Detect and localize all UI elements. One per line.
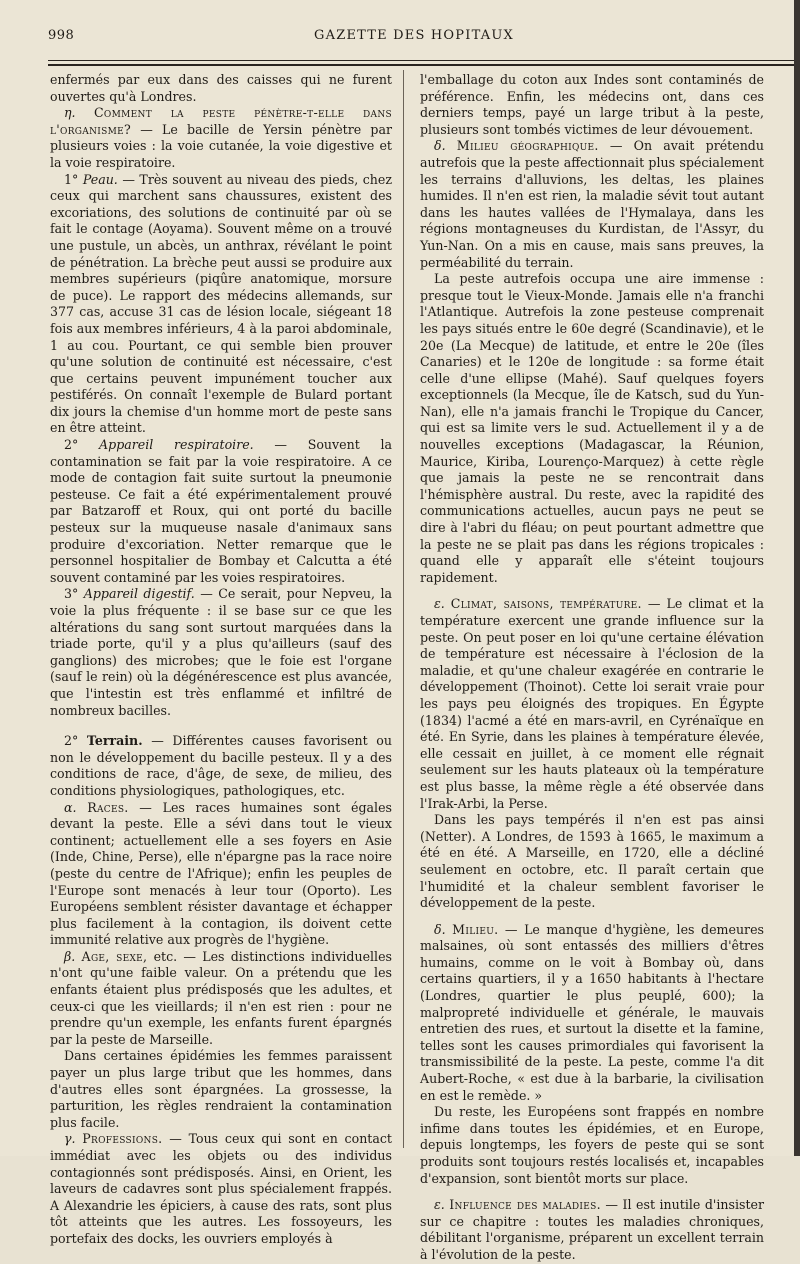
page-edge — [794, 0, 800, 1156]
paragraph-text: — Le climat et la température exercent une grande influence sur la peste. On peut poser en loi qu'une certaine élévation de température est nécessaire à l'éclosion de la maladie, et qu'une chaleur exagérée en contrarie le développement (Thoinot). Cette loi serait vraie pour les pays peu éloignés des tropiques. En Égypte (1834) l'acmé a été en mars-avril, en Cyrénaïque en été. En Syrie, dans les plaines à température élevée, elle cessait en juillet, à ce moment elle régnait seulement sur les hauts plateaux où la température est plus basse, la même règle a été observée dans l'Irak-Arbi, la Perse. — [420, 596, 764, 811]
section-heading: Age, sexe, — [81, 948, 148, 964]
left-column — [50, 72, 392, 1248]
right-column — [420, 72, 764, 1264]
item-title: Peau. — [82, 171, 118, 187]
page-header — [48, 28, 780, 52]
paragraph-respiratoire — [50, 437, 392, 586]
paragraph-text: etc. — Les distinctions individuelles n'ont qu'une faible valeur. On a prétendu que les enfants étaient plus prédisposés que les adultes, et ceux-ci que les vieillards; il n'en est rien : pour ne prendre qu'un exemple, les enfants furent épargnés par la peste de Marseille. — [50, 948, 392, 1047]
item-number: 2° — [64, 733, 79, 749]
paragraph: enfermés par eux dans des caisses qui ne furent ouvertes qu'à Londres. — [50, 72, 392, 104]
section-marker: β. — [64, 948, 76, 964]
section-heading: Milieu géographique. — [456, 138, 599, 154]
paragraph-climat — [420, 596, 764, 812]
paragraph-text: — Les races humaines sont égales devant la peste. Elle a sévi dans tout le vieux continent; actuellement elle a ses foyers en Asie (Inde, Chine, Perse), elle n'épargne pas la race noire (peste du centre de l'Afrique); enfin les peuples de l'Europe sont menacés à leur tour (Oporto). Les Européens semblent résister davantage et échapper plus facilement à la contagion, ils doivent cette immunité relative aux progrès de l'hygiène. — [50, 799, 392, 948]
section-heading: Climat, saisons, température. — [450, 596, 642, 612]
paragraph-text: — Il est inutile d'insister sur ce chapitre : toutes les maladies chroniques, débilitant l'organisme, préparent un excellent terrain à l'évolution de la peste. — [420, 1197, 764, 1262]
paragraph-text: — Tous ceux qui sont en contact immédiat avec les objets ou des individus contagionnés sont prédisposés. Ainsi, en Orient, les laveurs de cadavres sont plus spécialement frappés. A Alexandrie les épiciers, à cause des rats, sont plus tôt atteints que les autres. Les fossoyeurs, les portefaix des docks, les ouvriers employés à — [50, 1131, 392, 1246]
paragraph-professions — [50, 1131, 392, 1247]
item-title: Appareil digestif. — [83, 586, 195, 602]
section-heading: Races. — [87, 799, 129, 815]
paragraph-races — [50, 800, 392, 949]
paragraph-text: — Le manque d'hygiène, les demeures malsaines, où sont entassés des milliers d'êtres humains, comme on le voit à Bombay où, dans certains quartiers, il y a 1650 habitants à l'hectare (Londres, quartier le plus peuplé, 600); la malpropreté individuelle et générale, le mauvais entretien des rues, et surtout la disette et la famine, telles sont les causes primordiales qui favorisent la transmissibilité de la peste. La peste, comme l'a dit Aubert-Roche, « est due à la barbarie, la civilisation en est le remède. » — [420, 921, 764, 1103]
section-marker: ε. — [434, 596, 445, 612]
section-heading: Professions. — [82, 1131, 163, 1147]
paragraph-femmes: Dans certaines épidémies les femmes paraissent payer un plus large tribut que les hommes, dans d'autres elles sont épargnées. La grossesse, la parturition, les règles rendraient la contamination plus facile. — [50, 1048, 392, 1130]
paragraph-age — [50, 949, 392, 1049]
paragraph: l'emballage du coton aux Indes sont contaminés de préférence. Enfin, les médecins ont, dans ces derniers temps, payé un large tribut à la peste, plusieurs sont tombés victimes de leur dévouement. — [420, 72, 764, 137]
section-heading: Comment la peste pénètre-t-elle dans l'organisme? — [50, 105, 393, 137]
paragraph-geographique — [420, 138, 764, 271]
section-heading: Influence des maladies. — [449, 1197, 601, 1213]
item-title: Appareil respiratoire. — [99, 437, 254, 453]
column-divider — [403, 70, 404, 1148]
header-rule-thick — [48, 64, 794, 66]
section-heading: Terrain. — [86, 733, 143, 749]
paragraph-europeens: Du reste, les Européens sont frappés en nombre infime dans toutes les épidémies, et en Europe, depuis longtemps, les foyers de peste qui se sont produits sont toujours restés localisés et, incapables d'expansion, sont bientôt morts sur place. — [420, 1104, 764, 1186]
paragraph-eta — [50, 105, 392, 171]
section-marker: ε. — [434, 1197, 445, 1213]
running-title: GAZETTE DES HOPITAUX — [314, 28, 514, 43]
paragraph-milieu — [420, 922, 764, 1105]
paragraph-maladies — [420, 1197, 764, 1263]
paragraph-text: — Ce serait, pour Nepveu, la voie la plus fréquente : il se base sur ce que les altérations du sang sont surtout marquées dans la triade porte, qu'il y a plus qu'ailleurs (sauf des ganglions) des microbes; que le foie est l'organe (sauf le rein) où la dégénérescence est plus avancée, que l'intestin est très enflammé et infiltré de nombreux bacilles. — [50, 586, 392, 718]
section-marker: δ. — [434, 921, 446, 937]
item-number: 3° — [64, 586, 79, 602]
header-rule — [48, 60, 794, 61]
item-number: 1° — [64, 171, 79, 187]
paragraph-text: — On avait prétendu autrefois que la peste affectionnait plus spécialement les terrains d'alluvions, les deltas, les plaines humides. Il n'en est rien, la maladie sévit tout autant dans les hautes vallées de l'Hymalaya, dans les régions montagneuses du Kurdistan, de l'Assyr, du Yun-Nan. On a mis en cause, mais sans preuves, la perméabilité du terrain. — [420, 138, 764, 270]
paragraph-text: — Très souvent au niveau des pieds, chez ceux qui marchent sans chaussures, existent des excoriations, des solutions de continuité par où se fait le contage (Aoyama). Souvent même on a trouvé une pustule, un abcès, un anthrax, révélant le point de pénétration. La brèche peut aussi se produire aux membres supérieurs (piqûre anatomique, morsure de puce). Le rapport des médecins allemands, sur 377 cas, accuse 31 cas de lésion locale, siégeant 18 fois aux membres inférieurs, 4 à la paroi abdominale, 1 au cou. Pourtant, ce qui semble bien prouver qu'une solution de continuité est nécessaire, c'est que certains peuvent impunément toucher aux pestiférés. On connaît l'exemple de Bulard portant dix jours la chemise d'un homme mort de peste sans en être atteint. — [50, 171, 392, 436]
page-number: 998 — [48, 28, 75, 43]
item-number: 2° — [64, 437, 79, 453]
paragraph-peau — [50, 172, 392, 438]
paragraph-temperes: Dans les pays tempérés il n'en est pas ainsi (Netter). A Londres, de 1593 à 1665, le maximum a été en été. A Marseille, en 1720, elle a décliné seulement en octobre, etc. Il paraît certain que l'humidité et la chaleur semblent favoriser le développement de la peste. — [420, 812, 764, 911]
section-heading: Milieu. — [452, 921, 499, 937]
section-marker: η. — [64, 105, 76, 121]
paragraph-text: — Le bacille de Yersin pénètre par plusieurs voies : la voie cutanée, la voie digestive et la voie respiratoire. — [50, 121, 392, 170]
section-marker: γ. — [64, 1131, 76, 1147]
paragraph-aire: La peste autrefois occupa une aire immense : presque tout le Vieux-Monde. Jamais elle n'a franchi l'Atlantique. Autrefois la zone pesteuse comprenait les pays situés entre le 60e degré (Scandinavie), et le 20e (La Mecque) de latitude, et entre le 20e (îles Canaries) et le 120e de longitude : sa forme était celle d'une ellipse (Mahé). Sauf quelques foyers exceptionnels (la Mecque, île de Katsch, sud du Yun-Nan), elle n'a jamais franchi le Tropique du Cancer, qui est sa limite vers le sud. Actuellement il y a de nouvelles exceptions (Madagascar, la Réunion, Maurice, Kiriba, Lourenço-Marquez) à cette règle que jamais la peste ne se rencontrait dans l'hémisphère austral. Du reste, avec la rapidité des communications actuelles, aucun pays ne peut se dire à l'abri du fléau; on peut pourtant admettre que la peste ne se plait pas dans les régions tropicales : quand elle y apparaît elle s'éteint toujours rapidement. — [420, 271, 764, 585]
section-marker: α. — [64, 799, 77, 815]
paragraph-text: — Différentes causes favorisent ou non le développement du bacille pesteux. Il y a des conditions de race, d'âge, de sexe, de milieu, des conditions physiologiques, pathologiques, etc. — [50, 733, 392, 798]
section-marker: δ. — [434, 138, 446, 154]
paragraph-text: — Souvent la contamination se fait par la voie respiratoire. A ce mode de contagion fait suite surtout la pneumonie pesteuse. Ce fait a été expérimentalement prouvé par Batzaroff et Roux, qui ont porté du bacille pesteux sur la muqueuse nasale d'animaux sans produire d'excoriation. Netter remarque que le personnel hospitalier de Bombay et Calcutta a été souvent contaminé par les voies respiratoires. — [50, 437, 393, 585]
paragraph-terrain — [50, 733, 392, 799]
paragraph-digestif — [50, 586, 392, 719]
